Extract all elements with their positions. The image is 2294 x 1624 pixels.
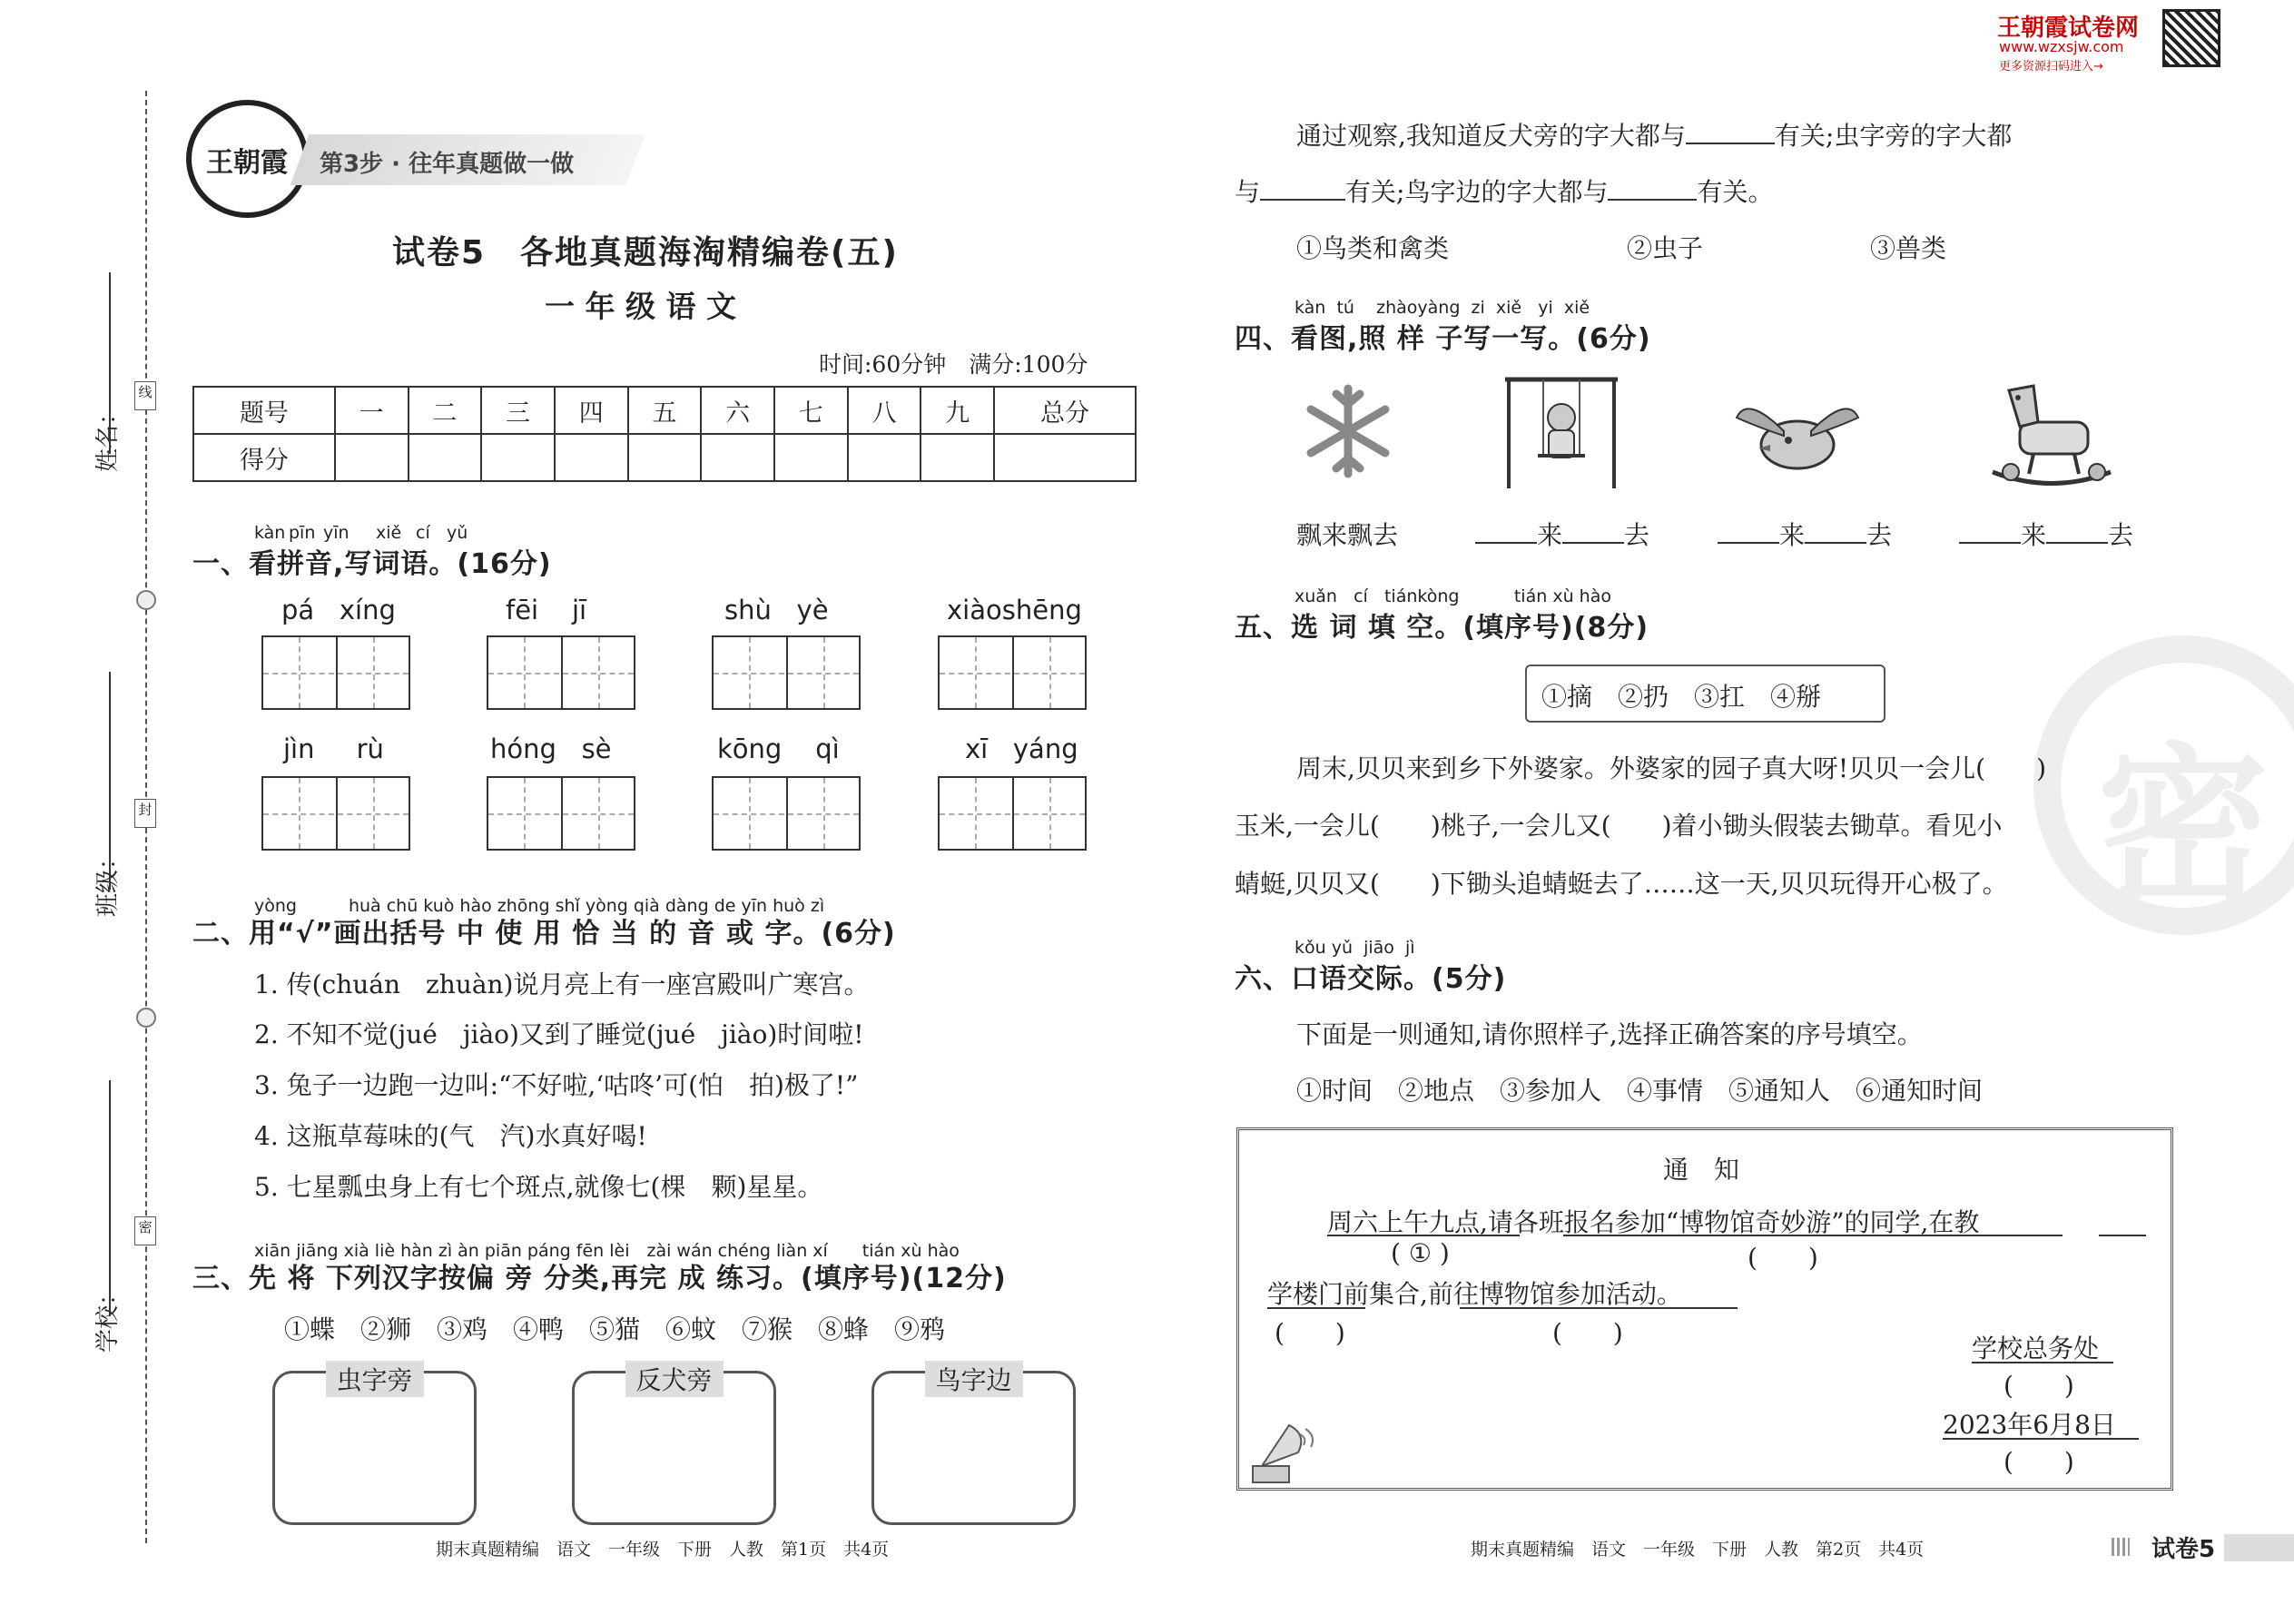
rt-line2: 与 有关;鸟字边的字大都与 有关。 — [1235, 177, 1774, 207]
notice-underline — [1460, 1307, 1738, 1309]
sec1-title: 一、看拼音,写词语。(16分) — [192, 548, 552, 580]
notice-heading: 通 知 — [1663, 1155, 1740, 1185]
notice-line-1: 周六上午九点,请各班报名参加“博物馆奇妙游”的同学,在教 — [1327, 1207, 1980, 1237]
score-table — [192, 386, 1137, 482]
exam-subtitle: 一 年 级 语 文 — [545, 289, 736, 324]
sec1-pinyin-2: pīn — [289, 523, 316, 543]
brand-logo-text: 王朝霞 — [206, 147, 288, 179]
qr-code-icon[interactable] — [2162, 9, 2220, 67]
sec4-answer-1[interactable]: 来 去 — [1475, 516, 1649, 552]
score-cell[interactable] — [774, 434, 848, 481]
sec6-instruction: 下面是一则通知,请你照样子,选择正确答案的序号填空。 — [1296, 1019, 1923, 1049]
notice-answer-4[interactable]: ( ) — [1552, 1318, 1623, 1348]
writing-grid[interactable] — [261, 635, 410, 710]
writing-grid[interactable] — [487, 776, 635, 851]
score-header-cell: 题号 — [193, 387, 335, 434]
sec5-line-3: 蜻蜓,贝贝又( )下锄头追蜻蜓去了……这一天,贝贝玩得开心极了。 — [1235, 869, 2008, 899]
notice-underline — [2099, 1235, 2146, 1236]
sec5-options: ①摘 ②扔 ③扛 ④掰 — [1541, 682, 1822, 712]
category-label: 鸟字边 — [924, 1361, 1022, 1397]
score-header-cell: 五 — [628, 387, 702, 434]
site-name: 王朝霞试卷网 — [1997, 15, 2140, 42]
sec2-pinyin: yòng huà chū kuò hào zhōng shǐ yòng qià dàng de yīn huò zì — [254, 896, 825, 916]
sec6-options: ①时间 ②地点 ③参加人 ④事情 ⑤通知人 ⑥通知时间 — [1296, 1076, 1984, 1106]
notice-answer-1[interactable]: ( ① ) — [1391, 1238, 1450, 1268]
score-header-cell: 九 — [921, 387, 994, 434]
word-pinyin: fēi jī — [506, 595, 587, 625]
sec1-pinyin-5: cí — [416, 523, 430, 543]
sec2-item-3: 3. 兔子一边跑一边叫:“不好啦,‘咕咚’可(怕 拍)极了!” — [254, 1070, 859, 1100]
word-pinyin: pá xíng — [281, 595, 396, 625]
seal-char-2: 封 — [134, 799, 156, 828]
class-line — [109, 672, 111, 890]
score-header-cell: 一 — [335, 387, 409, 434]
bird-icon — [1729, 390, 1866, 481]
category-label: 虫字旁 — [325, 1361, 423, 1397]
sec6-title: 六、口语交际。(5分) — [1235, 963, 1507, 995]
school-line — [109, 1080, 111, 1316]
time-info: 时间:60分钟 满分:100分 — [819, 351, 1088, 378]
word-pinyin: hóng sè — [490, 733, 612, 764]
footer-tag-bar — [2224, 1534, 2294, 1561]
notice-answer-6[interactable]: ( ) — [2004, 1447, 2074, 1477]
sec5-line-2: 玉米,一会儿( )桃子,一会儿又( )着小锄头假装去锄草。看见小 — [1235, 811, 2003, 841]
sec3-chars: ①蝶 ②狮 ③鸡 ④鸭 ⑤猫 ⑥蚊 ⑦猴 ⑧蜂 ⑨鸦 — [284, 1314, 946, 1344]
sec1-pinyin-6: yǔ — [447, 523, 468, 543]
score-header-cell: 四 — [555, 387, 628, 434]
punch-hole-icon — [136, 590, 156, 610]
score-cell[interactable] — [921, 434, 994, 481]
rocking-horse-icon — [1984, 372, 2120, 490]
score-header-cell: 八 — [848, 387, 921, 434]
notice-date: 2023年6月8日 — [1943, 1410, 2116, 1440]
notice-answer-2[interactable]: ( ) — [1748, 1243, 1818, 1273]
sec2-item-4: 4. 这瓶草莓味的(气 汽)水真好喝! — [254, 1121, 647, 1151]
notice-answer-3[interactable]: ( ) — [1275, 1318, 1345, 1348]
score-header-cell: 三 — [481, 387, 555, 434]
score-header-cell: 总分 — [994, 387, 1136, 434]
score-cell[interactable] — [701, 434, 774, 481]
category-label: 反犬旁 — [625, 1361, 723, 1397]
word-pinyin: xī yáng — [965, 733, 1078, 764]
notice-underline — [1943, 1438, 2139, 1440]
notice-underline — [1563, 1235, 2063, 1236]
rt-line1: 通过观察,我知道反犬旁的字大都与 有关;虫字旁的字大都 — [1296, 121, 2013, 151]
writing-grid[interactable] — [712, 635, 861, 710]
category-box-bird[interactable] — [871, 1365, 1076, 1525]
seal-char-1: 线 — [134, 381, 156, 410]
notice-underline — [1972, 1362, 2113, 1363]
score-cell[interactable] — [555, 434, 628, 481]
rt-option-2: ②虫子 — [1627, 233, 1704, 263]
sec3-pinyin: xiān jiāng xià liè hàn zì àn piān páng fēn lèi zài wán chéng liàn xí tián xù hào — [254, 1241, 960, 1261]
score-header-cell: 七 — [774, 387, 848, 434]
school-label: 学校： — [94, 1281, 122, 1353]
writing-grid[interactable] — [938, 635, 1087, 710]
sec1-pinyin-1: kàn — [254, 523, 286, 543]
sec4-pinyin: kàn tú zhàoyàng zi xiě yi xiě — [1295, 298, 1590, 318]
sec2-item-1: 1. 传(chuán zhuàn)说月亮上有一座宫殿叫广寒宫。 — [254, 969, 870, 999]
swing-icon — [1498, 372, 1625, 490]
score-cell[interactable] — [409, 434, 482, 481]
sec5-line-1: 周末,贝贝来到乡下外婆家。外婆家的园子真大呀!贝贝一会儿( ) — [1296, 753, 2047, 783]
sec4-answer-3[interactable]: 来 去 — [1959, 516, 2133, 552]
exam-title: 试卷5 各地真题海淘精编卷(五) — [392, 234, 899, 271]
writing-grid[interactable] — [261, 776, 410, 851]
notice-underline — [1267, 1307, 1365, 1309]
step-label: 第3步 · 往年真题做一做 — [320, 151, 575, 178]
writing-grid[interactable] — [712, 776, 861, 851]
sec4-answer-2[interactable]: 来 去 — [1718, 516, 1892, 552]
sec1-pinyin-3: yīn — [323, 523, 350, 543]
watermark-seal — [2033, 635, 2294, 935]
sec6-pinyin: kǒu yǔ jiāo jì — [1295, 938, 1415, 958]
category-box-insect[interactable] — [272, 1365, 477, 1525]
sec3-title: 三、先 将 下列汉字按偏 旁 分类,再完 成 练习。(填序号)(12分) — [192, 1263, 1007, 1294]
gramophone-icon — [1244, 1416, 1316, 1489]
sec2-title: 二、用“√”画出括号 中 使 用 恰 当 的 音 或 字。(6分) — [192, 918, 896, 950]
word-pinyin: jìn rù — [283, 733, 384, 764]
notice-answer-5[interactable]: ( ) — [2004, 1371, 2074, 1401]
notice-underline — [1327, 1235, 1520, 1236]
score-cell[interactable] — [481, 434, 555, 481]
brand-logo — [186, 100, 309, 218]
sec5-title: 五、选 词 填 空。(填序号)(8分) — [1235, 612, 1649, 644]
punch-hole-icon — [136, 1008, 156, 1028]
sec4-title: 四、看图,照 样 子写一写。(6分) — [1235, 323, 1651, 355]
sec4-example: 飘来飘去 — [1296, 520, 1399, 550]
score-cell[interactable] — [848, 434, 921, 481]
sec5-option-box — [1525, 664, 1885, 723]
watermark-char: 密 — [2097, 728, 2270, 929]
score-row-label: 得分 — [193, 434, 335, 481]
score-cell[interactable] — [628, 434, 702, 481]
word-pinyin: kōng qì — [717, 733, 840, 764]
snowflake-icon — [1298, 381, 1398, 481]
name-label: 姓名： — [94, 400, 122, 472]
rt-option-3: ③兽类 — [1870, 233, 1947, 263]
footer-right: 期末真题精编 语文 一年级 下册 人教 第2页 共4页 — [1471, 1540, 1925, 1560]
score-header-cell: 二 — [409, 387, 482, 434]
rt-option-1: ①鸟类和禽类 — [1296, 233, 1450, 263]
name-line — [109, 272, 111, 454]
word-pinyin: shù yè — [724, 595, 829, 625]
site-url[interactable]: www.wzxsjw.com — [1999, 38, 2124, 55]
site-hint: 更多资源扫码进入→ — [1999, 60, 2103, 74]
sec2-item-5: 5. 七星瓢虫身上有七个斑点,就像七(棵 颗)星星。 — [254, 1172, 823, 1202]
notice-line-2: 学楼门前集合,前往博物馆参加活动。 — [1267, 1279, 1682, 1309]
score-header-cell: 六 — [701, 387, 774, 434]
notice-signer: 学校总务处 — [1972, 1334, 2100, 1363]
category-box-dog[interactable] — [572, 1365, 776, 1525]
sec2-item-2: 2. 不知不觉(jué jiào)又到了睡觉(jué jiào)时间啦! — [254, 1019, 864, 1049]
word-pinyin: xiàoshēng — [947, 595, 1082, 625]
sec1-pinyin-4: xiě — [376, 523, 402, 543]
score-cell[interactable] — [994, 434, 1136, 481]
footer-pattern-icon — [2112, 1538, 2130, 1556]
footer-left: 期末真题精编 语文 一年级 下册 人教 第1页 共4页 — [436, 1540, 890, 1560]
score-cell[interactable] — [335, 434, 409, 481]
sec5-pinyin: xuǎn cí tiánkòng tián xù hào — [1295, 586, 1611, 606]
writing-grid[interactable] — [938, 776, 1087, 851]
writing-grid[interactable] — [487, 635, 635, 710]
class-label: 班级： — [94, 845, 122, 917]
footer-tag: 试卷5 — [2151, 1536, 2216, 1563]
seal-char-3: 密 — [134, 1216, 156, 1245]
